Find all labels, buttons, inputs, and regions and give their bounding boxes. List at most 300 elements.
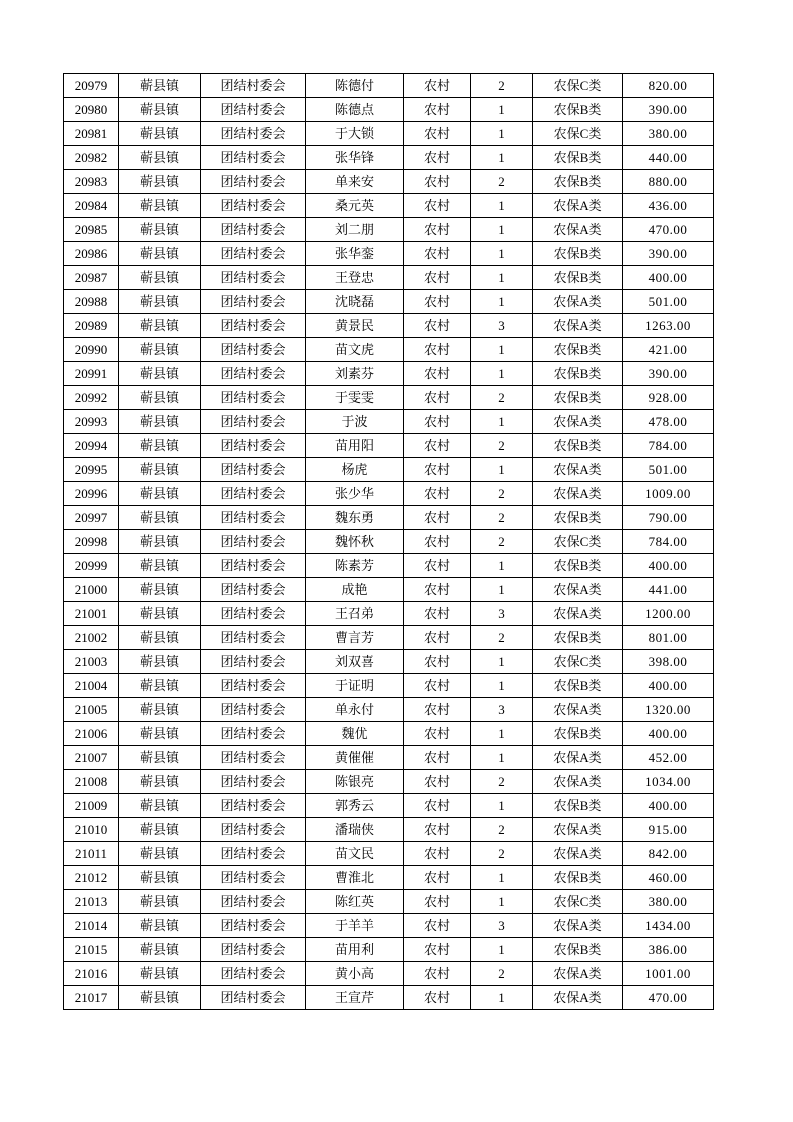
cell-serial-number: 21015 [64, 938, 119, 962]
cell-residence-type: 农村 [404, 98, 471, 122]
cell-residence-type: 农村 [404, 722, 471, 746]
cell-town: 蕲县镇 [119, 794, 201, 818]
cell-town: 蕲县镇 [119, 866, 201, 890]
cell-person-name: 张华锋 [306, 146, 404, 170]
cell-residence-type: 农村 [404, 914, 471, 938]
cell-insurance-category: 农保B类 [533, 170, 623, 194]
cell-person-name: 陈德付 [306, 74, 404, 98]
cell-village-committee: 团结村委会 [201, 554, 306, 578]
cell-amount: 1320.00 [623, 698, 714, 722]
table-row [64, 218, 714, 242]
cell-person-count: 1 [471, 146, 533, 170]
cell-insurance-category: 农保B类 [533, 938, 623, 962]
cell-village-committee: 团结村委会 [201, 362, 306, 386]
cell-insurance-category: 农保A类 [533, 698, 623, 722]
cell-person-name: 于大锁 [306, 122, 404, 146]
cell-person-name: 陈红英 [306, 890, 404, 914]
cell-town: 蕲县镇 [119, 578, 201, 602]
cell-amount: 400.00 [623, 554, 714, 578]
cell-town: 蕲县镇 [119, 674, 201, 698]
cell-person-count: 1 [471, 338, 533, 362]
cell-town: 蕲县镇 [119, 146, 201, 170]
cell-insurance-category: 农保B类 [533, 338, 623, 362]
cell-residence-type: 农村 [404, 170, 471, 194]
cell-person-name: 杨虎 [306, 458, 404, 482]
cell-serial-number: 21010 [64, 818, 119, 842]
cell-amount: 501.00 [623, 458, 714, 482]
cell-town: 蕲县镇 [119, 770, 201, 794]
table-row [64, 818, 714, 842]
cell-person-name: 黄催催 [306, 746, 404, 770]
cell-person-count: 1 [471, 794, 533, 818]
cell-person-count: 2 [471, 74, 533, 98]
cell-town: 蕲县镇 [119, 410, 201, 434]
cell-amount: 1434.00 [623, 914, 714, 938]
cell-town: 蕲县镇 [119, 626, 201, 650]
cell-residence-type: 农村 [404, 698, 471, 722]
cell-village-committee: 团结村委会 [201, 434, 306, 458]
cell-insurance-category: 农保B类 [533, 434, 623, 458]
cell-serial-number: 21013 [64, 890, 119, 914]
table-row [64, 194, 714, 218]
cell-village-committee: 团结村委会 [201, 938, 306, 962]
cell-residence-type: 农村 [404, 890, 471, 914]
table-row [64, 458, 714, 482]
cell-village-committee: 团结村委会 [201, 482, 306, 506]
cell-village-committee: 团结村委会 [201, 578, 306, 602]
cell-serial-number: 21009 [64, 794, 119, 818]
table-row [64, 506, 714, 530]
cell-person-count: 2 [471, 842, 533, 866]
cell-person-count: 1 [471, 362, 533, 386]
cell-village-committee: 团结村委会 [201, 74, 306, 98]
cell-amount: 470.00 [623, 986, 714, 1010]
cell-person-name: 张华銮 [306, 242, 404, 266]
cell-town: 蕲县镇 [119, 314, 201, 338]
cell-person-count: 1 [471, 866, 533, 890]
cell-town: 蕲县镇 [119, 890, 201, 914]
cell-residence-type: 农村 [404, 266, 471, 290]
cell-amount: 400.00 [623, 674, 714, 698]
cell-insurance-category: 农保A类 [533, 986, 623, 1010]
table-row [64, 434, 714, 458]
table-row [64, 290, 714, 314]
cell-amount: 441.00 [623, 578, 714, 602]
cell-person-count: 2 [471, 386, 533, 410]
cell-residence-type: 农村 [404, 290, 471, 314]
cell-person-name: 单来安 [306, 170, 404, 194]
cell-insurance-category: 农保A类 [533, 818, 623, 842]
cell-insurance-category: 农保A类 [533, 410, 623, 434]
cell-village-committee: 团结村委会 [201, 506, 306, 530]
cell-serial-number: 21004 [64, 674, 119, 698]
cell-insurance-category: 农保B类 [533, 386, 623, 410]
cell-residence-type: 农村 [404, 122, 471, 146]
cell-insurance-category: 农保B类 [533, 362, 623, 386]
cell-village-committee: 团结村委会 [201, 770, 306, 794]
cell-serial-number: 20987 [64, 266, 119, 290]
cell-insurance-category: 农保A类 [533, 218, 623, 242]
cell-person-count: 2 [471, 530, 533, 554]
cell-town: 蕲县镇 [119, 338, 201, 362]
cell-person-count: 2 [471, 962, 533, 986]
cell-person-name: 潘瑞侠 [306, 818, 404, 842]
cell-amount: 928.00 [623, 386, 714, 410]
cell-residence-type: 农村 [404, 626, 471, 650]
cell-town: 蕲县镇 [119, 266, 201, 290]
cell-amount: 398.00 [623, 650, 714, 674]
cell-insurance-category: 农保C类 [533, 890, 623, 914]
cell-residence-type: 农村 [404, 938, 471, 962]
cell-residence-type: 农村 [404, 434, 471, 458]
cell-person-name: 陈德点 [306, 98, 404, 122]
cell-person-count: 1 [471, 746, 533, 770]
table-row [64, 722, 714, 746]
cell-town: 蕲县镇 [119, 482, 201, 506]
table-row [64, 746, 714, 770]
cell-serial-number: 21011 [64, 842, 119, 866]
cell-residence-type: 农村 [404, 746, 471, 770]
cell-serial-number: 21000 [64, 578, 119, 602]
cell-village-committee: 团结村委会 [201, 626, 306, 650]
cell-insurance-category: 农保A类 [533, 746, 623, 770]
table-row [64, 842, 714, 866]
cell-village-committee: 团结村委会 [201, 146, 306, 170]
cell-village-committee: 团结村委会 [201, 962, 306, 986]
cell-person-count: 1 [471, 890, 533, 914]
table-row [64, 698, 714, 722]
cell-amount: 470.00 [623, 218, 714, 242]
cell-insurance-category: 农保B类 [533, 674, 623, 698]
table-row [64, 938, 714, 962]
cell-insurance-category: 农保B类 [533, 146, 623, 170]
cell-town: 蕲县镇 [119, 938, 201, 962]
table-row [64, 962, 714, 986]
cell-residence-type: 农村 [404, 986, 471, 1010]
cell-village-committee: 团结村委会 [201, 986, 306, 1010]
cell-insurance-category: 农保A类 [533, 314, 623, 338]
cell-serial-number: 20986 [64, 242, 119, 266]
cell-person-name: 于波 [306, 410, 404, 434]
cell-residence-type: 农村 [404, 794, 471, 818]
cell-amount: 915.00 [623, 818, 714, 842]
cell-insurance-category: 农保A类 [533, 770, 623, 794]
cell-serial-number: 21003 [64, 650, 119, 674]
cell-residence-type: 农村 [404, 818, 471, 842]
cell-village-committee: 团结村委会 [201, 122, 306, 146]
cell-amount: 380.00 [623, 122, 714, 146]
cell-serial-number: 20997 [64, 506, 119, 530]
cell-amount: 1263.00 [623, 314, 714, 338]
table-row [64, 338, 714, 362]
cell-person-count: 1 [471, 674, 533, 698]
cell-amount: 501.00 [623, 290, 714, 314]
cell-person-name: 王宣芹 [306, 986, 404, 1010]
cell-serial-number: 20993 [64, 410, 119, 434]
cell-person-count: 1 [471, 650, 533, 674]
cell-serial-number: 21007 [64, 746, 119, 770]
cell-person-count: 3 [471, 314, 533, 338]
cell-person-count: 1 [471, 218, 533, 242]
cell-amount: 400.00 [623, 794, 714, 818]
table-row [64, 386, 714, 410]
cell-serial-number: 21008 [64, 770, 119, 794]
cell-amount: 390.00 [623, 98, 714, 122]
cell-town: 蕲县镇 [119, 818, 201, 842]
cell-person-count: 1 [471, 554, 533, 578]
cell-person-count: 1 [471, 722, 533, 746]
cell-person-name: 曹言芳 [306, 626, 404, 650]
cell-amount: 440.00 [623, 146, 714, 170]
cell-person-name: 苗文民 [306, 842, 404, 866]
table-row [64, 530, 714, 554]
cell-village-committee: 团结村委会 [201, 914, 306, 938]
cell-person-name: 苗用阳 [306, 434, 404, 458]
cell-residence-type: 农村 [404, 194, 471, 218]
cell-person-count: 1 [471, 410, 533, 434]
cell-amount: 1200.00 [623, 602, 714, 626]
cell-insurance-category: 农保B类 [533, 794, 623, 818]
cell-person-count: 1 [471, 122, 533, 146]
cell-insurance-category: 农保B类 [533, 722, 623, 746]
cell-village-committee: 团结村委会 [201, 890, 306, 914]
cell-residence-type: 农村 [404, 602, 471, 626]
cell-person-name: 单永付 [306, 698, 404, 722]
cell-village-committee: 团结村委会 [201, 314, 306, 338]
cell-town: 蕲县镇 [119, 554, 201, 578]
cell-person-count: 2 [471, 818, 533, 842]
cell-residence-type: 农村 [404, 530, 471, 554]
cell-residence-type: 农村 [404, 650, 471, 674]
cell-person-name: 魏怀秋 [306, 530, 404, 554]
cell-serial-number: 20982 [64, 146, 119, 170]
cell-person-name: 黄景民 [306, 314, 404, 338]
cell-person-name: 陈银亮 [306, 770, 404, 794]
cell-insurance-category: 农保B类 [533, 866, 623, 890]
cell-serial-number: 20980 [64, 98, 119, 122]
cell-serial-number: 20988 [64, 290, 119, 314]
cell-serial-number: 21001 [64, 602, 119, 626]
table-row [64, 794, 714, 818]
cell-residence-type: 农村 [404, 506, 471, 530]
cell-person-name: 王召弟 [306, 602, 404, 626]
cell-person-name: 张少华 [306, 482, 404, 506]
table-row [64, 242, 714, 266]
cell-person-count: 1 [471, 986, 533, 1010]
cell-village-committee: 团结村委会 [201, 218, 306, 242]
cell-amount: 1001.00 [623, 962, 714, 986]
cell-serial-number: 21016 [64, 962, 119, 986]
cell-person-name: 于雯雯 [306, 386, 404, 410]
cell-insurance-category: 农保A类 [533, 602, 623, 626]
cell-serial-number: 20999 [64, 554, 119, 578]
cell-town: 蕲县镇 [119, 986, 201, 1010]
cell-amount: 1009.00 [623, 482, 714, 506]
cell-residence-type: 农村 [404, 218, 471, 242]
cell-town: 蕲县镇 [119, 242, 201, 266]
cell-person-name: 陈素芳 [306, 554, 404, 578]
cell-serial-number: 20990 [64, 338, 119, 362]
cell-person-name: 苗用利 [306, 938, 404, 962]
cell-insurance-category: 农保A类 [533, 290, 623, 314]
table-row [64, 626, 714, 650]
cell-person-name: 于证明 [306, 674, 404, 698]
cell-residence-type: 农村 [404, 242, 471, 266]
cell-residence-type: 农村 [404, 842, 471, 866]
cell-amount: 880.00 [623, 170, 714, 194]
cell-person-name: 成艳 [306, 578, 404, 602]
cell-person-name: 刘双喜 [306, 650, 404, 674]
cell-person-name: 刘素芬 [306, 362, 404, 386]
cell-village-committee: 团结村委会 [201, 842, 306, 866]
cell-insurance-category: 农保C类 [533, 530, 623, 554]
cell-insurance-category: 农保A类 [533, 194, 623, 218]
table-row [64, 578, 714, 602]
table-row [64, 770, 714, 794]
cell-amount: 452.00 [623, 746, 714, 770]
cell-town: 蕲县镇 [119, 98, 201, 122]
cell-residence-type: 农村 [404, 578, 471, 602]
cell-insurance-category: 农保A类 [533, 578, 623, 602]
cell-person-count: 3 [471, 914, 533, 938]
cell-person-count: 2 [471, 434, 533, 458]
cell-amount: 421.00 [623, 338, 714, 362]
cell-residence-type: 农村 [404, 146, 471, 170]
records-table [63, 73, 714, 1010]
cell-person-name: 魏东勇 [306, 506, 404, 530]
cell-amount: 400.00 [623, 266, 714, 290]
cell-residence-type: 农村 [404, 962, 471, 986]
cell-amount: 801.00 [623, 626, 714, 650]
cell-village-committee: 团结村委会 [201, 674, 306, 698]
cell-person-count: 2 [471, 170, 533, 194]
cell-serial-number: 20991 [64, 362, 119, 386]
cell-person-count: 3 [471, 602, 533, 626]
table-row [64, 914, 714, 938]
cell-village-committee: 团结村委会 [201, 290, 306, 314]
cell-town: 蕲县镇 [119, 386, 201, 410]
cell-insurance-category: 农保B类 [533, 242, 623, 266]
cell-village-committee: 团结村委会 [201, 602, 306, 626]
cell-person-name: 郭秀云 [306, 794, 404, 818]
cell-town: 蕲县镇 [119, 458, 201, 482]
cell-town: 蕲县镇 [119, 530, 201, 554]
cell-serial-number: 20992 [64, 386, 119, 410]
table-row [64, 266, 714, 290]
cell-serial-number: 21017 [64, 986, 119, 1010]
cell-amount: 1034.00 [623, 770, 714, 794]
cell-residence-type: 农村 [404, 362, 471, 386]
cell-serial-number: 20983 [64, 170, 119, 194]
table-row [64, 362, 714, 386]
table-row [64, 866, 714, 890]
cell-person-count: 1 [471, 242, 533, 266]
cell-town: 蕲县镇 [119, 698, 201, 722]
cell-village-committee: 团结村委会 [201, 650, 306, 674]
cell-town: 蕲县镇 [119, 602, 201, 626]
cell-town: 蕲县镇 [119, 746, 201, 770]
cell-village-committee: 团结村委会 [201, 866, 306, 890]
cell-village-committee: 团结村委会 [201, 410, 306, 434]
cell-residence-type: 农村 [404, 482, 471, 506]
cell-amount: 842.00 [623, 842, 714, 866]
cell-serial-number: 21006 [64, 722, 119, 746]
cell-village-committee: 团结村委会 [201, 746, 306, 770]
cell-person-count: 1 [471, 290, 533, 314]
table-row [64, 98, 714, 122]
cell-person-name: 魏优 [306, 722, 404, 746]
cell-person-count: 2 [471, 770, 533, 794]
cell-village-committee: 团结村委会 [201, 530, 306, 554]
cell-town: 蕲县镇 [119, 122, 201, 146]
cell-town: 蕲县镇 [119, 506, 201, 530]
cell-serial-number: 20985 [64, 218, 119, 242]
cell-serial-number: 21005 [64, 698, 119, 722]
cell-person-name: 苗文虎 [306, 338, 404, 362]
cell-person-count: 2 [471, 506, 533, 530]
table-row [64, 986, 714, 1010]
cell-insurance-category: 农保A类 [533, 914, 623, 938]
cell-person-name: 黄小高 [306, 962, 404, 986]
cell-insurance-category: 农保C类 [533, 122, 623, 146]
cell-insurance-category: 农保A类 [533, 458, 623, 482]
cell-person-count: 1 [471, 938, 533, 962]
cell-town: 蕲县镇 [119, 914, 201, 938]
cell-serial-number: 20994 [64, 434, 119, 458]
cell-town: 蕲县镇 [119, 434, 201, 458]
cell-serial-number: 20989 [64, 314, 119, 338]
cell-person-name: 于羊羊 [306, 914, 404, 938]
cell-village-committee: 团结村委会 [201, 458, 306, 482]
cell-residence-type: 农村 [404, 74, 471, 98]
cell-serial-number: 20981 [64, 122, 119, 146]
cell-town: 蕲县镇 [119, 842, 201, 866]
cell-amount: 784.00 [623, 434, 714, 458]
cell-person-count: 1 [471, 458, 533, 482]
cell-town: 蕲县镇 [119, 290, 201, 314]
cell-serial-number: 21014 [64, 914, 119, 938]
cell-insurance-category: 农保C类 [533, 650, 623, 674]
cell-insurance-category: 农保A类 [533, 842, 623, 866]
cell-town: 蕲县镇 [119, 218, 201, 242]
cell-insurance-category: 农保A类 [533, 962, 623, 986]
cell-village-committee: 团结村委会 [201, 818, 306, 842]
cell-amount: 390.00 [623, 242, 714, 266]
cell-amount: 478.00 [623, 410, 714, 434]
cell-person-count: 2 [471, 626, 533, 650]
cell-town: 蕲县镇 [119, 650, 201, 674]
cell-person-count: 3 [471, 698, 533, 722]
cell-village-committee: 团结村委会 [201, 242, 306, 266]
table-row [64, 146, 714, 170]
cell-serial-number: 21012 [64, 866, 119, 890]
cell-serial-number: 20979 [64, 74, 119, 98]
cell-village-committee: 团结村委会 [201, 338, 306, 362]
cell-amount: 386.00 [623, 938, 714, 962]
table-row [64, 170, 714, 194]
cell-amount: 784.00 [623, 530, 714, 554]
cell-residence-type: 农村 [404, 554, 471, 578]
table-row [64, 314, 714, 338]
cell-serial-number: 20998 [64, 530, 119, 554]
cell-person-count: 1 [471, 578, 533, 602]
table-row [64, 554, 714, 578]
cell-town: 蕲县镇 [119, 362, 201, 386]
table-row [64, 74, 714, 98]
cell-amount: 436.00 [623, 194, 714, 218]
cell-person-name: 桑元英 [306, 194, 404, 218]
table-body [64, 74, 714, 1010]
